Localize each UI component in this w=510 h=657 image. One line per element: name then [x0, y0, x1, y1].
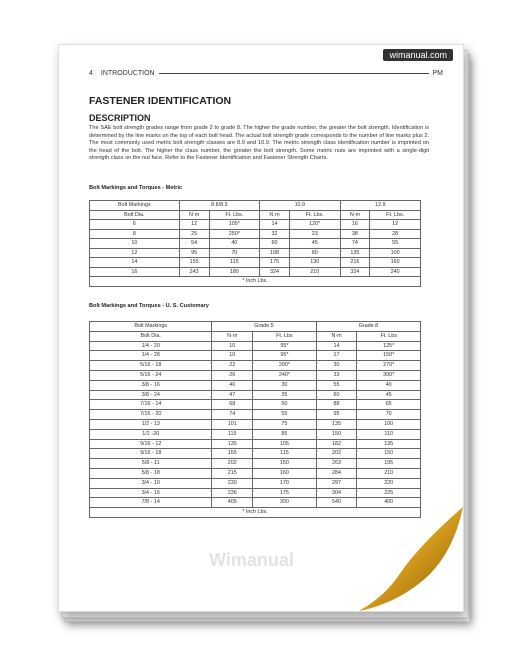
table-cell: 17 [316, 351, 357, 361]
table-cell: 55 [253, 410, 317, 420]
table-cell: 270* [357, 361, 421, 371]
table-cell: 180 [209, 267, 260, 277]
table-cell: 7/8 - 14 [90, 498, 212, 508]
table-cell: 32 [260, 229, 290, 239]
column-header: Bolt Dia. [90, 210, 180, 220]
table-cell: 115 [209, 258, 260, 268]
watermark-logo: Wimanual [209, 550, 294, 570]
table-cell: 120* [289, 220, 340, 230]
table-note: * Inch Lbs. [90, 277, 421, 287]
table-cell: 300 [253, 498, 317, 508]
table-cell: 110 [357, 429, 421, 439]
table-cell: 45 [357, 390, 421, 400]
table-cell: 70 [209, 248, 260, 258]
section-subtitle: DESCRIPTION [89, 113, 151, 123]
table-cell: 200* [253, 361, 317, 371]
table-cell: 47 [212, 390, 253, 400]
column-header: N·m [340, 210, 370, 220]
metric-caption: Bolt Markings and Torques - Metric [89, 185, 183, 191]
table-cell: 5/8 - 18 [90, 468, 212, 478]
column-header: Ft. Lbs. [289, 210, 340, 220]
table-cell: 3/4 - 10 [90, 478, 212, 488]
table-cell: 236 [212, 488, 253, 498]
table-cell: 65 [357, 400, 421, 410]
table-cell: 216 [340, 258, 370, 268]
table-cell: 155 [179, 258, 209, 268]
table-cell: 12 [370, 220, 421, 230]
column-header: Ft. Lbs. [370, 210, 421, 220]
table-cell: 3/8 - 16 [90, 380, 212, 390]
table-cell: 202 [212, 459, 253, 469]
table-cell: 297 [316, 478, 357, 488]
column-header: Bolt Dia. [90, 331, 212, 341]
table-cell: 155 [212, 449, 253, 459]
table-cell: 14 [260, 220, 290, 230]
table-cell: 10 [212, 341, 253, 351]
section-name: INTRODUCTION [100, 69, 155, 77]
table-cell: 60 [260, 239, 290, 249]
table-cell: 130 [289, 258, 340, 268]
table-cell: 170 [253, 478, 317, 488]
table-cell: 38 [340, 229, 370, 239]
table-cell: 263 [316, 459, 357, 469]
table-cell: 160 [253, 468, 317, 478]
column-header: Ft. Lbs [357, 331, 421, 341]
table-cell: 135 [212, 439, 253, 449]
table-cell: 55 [370, 239, 421, 249]
table-cell: 150 [253, 459, 317, 469]
table-cell: 55 [316, 380, 357, 390]
group-header: Grade 8 [316, 322, 420, 332]
table-cell: 3/8 - 24 [90, 390, 212, 400]
table-cell: 95* [253, 351, 317, 361]
table-cell: 9/16 - 18 [90, 449, 212, 459]
table-cell: 405 [212, 498, 253, 508]
table-cell: 95 [179, 248, 209, 258]
table-cell: 68 [212, 400, 253, 410]
table-cell: 10 [212, 351, 253, 361]
table-cell: 1/4 - 20 [90, 341, 212, 351]
table-cell: 74 [212, 410, 253, 420]
column-header: Ft. Lbs. [209, 210, 260, 220]
page-number: 4 [89, 69, 93, 77]
table-cell: 300* [357, 370, 421, 380]
column-header: Bolt Markings [90, 201, 180, 211]
table-cell: 30 [316, 361, 357, 371]
table-cell: 35 [253, 390, 317, 400]
table-cell: 230 [212, 478, 253, 488]
table-cell: 284 [316, 468, 357, 478]
group-header: 8.8/8.9 [179, 201, 259, 211]
table-cell: 160 [370, 258, 421, 268]
table-cell: 30 [253, 380, 317, 390]
column-header: N·m [316, 331, 357, 341]
table-cell: 85 [253, 429, 317, 439]
table-cell: 215 [212, 468, 253, 478]
table-cell: 23 [289, 229, 340, 239]
table-cell: 33 [316, 370, 357, 380]
group-header: Grade 5 [212, 322, 316, 332]
description-paragraph: The SAE bolt strength grades range from grade 2 to grade 8. The higher the grade number, the greater the bolt strength. Identification is determined by the line marks on the top of each bolt head. The actual bolt strength grade corresponds to the number of line marks plus 2. The most commonly used metric bolt strength classes are 8.9 and 10.9. The metric strength class identification number is imprinted on the head of the bolt. The higher the class number, the greater the bolt strength. Some metric nuts are imprinted with a single-digit strength class on the nut face. Refer to the Fastener Identification and Fastener Strength Charts. [89, 125, 429, 162]
table-cell: 9/16 - 12 [90, 439, 212, 449]
table-cell: 250* [209, 229, 260, 239]
table-cell: 16 [90, 267, 180, 277]
table-cell: 540 [316, 498, 357, 508]
table-cell: 5/16 - 18 [90, 361, 212, 371]
table-cell: 182 [316, 439, 357, 449]
column-header: Ft. Lbs [253, 331, 317, 341]
header-right: PM [432, 69, 443, 77]
table-cell: 202 [316, 449, 357, 459]
table-cell: 7/16 - 14 [90, 400, 212, 410]
table-cell: 1/2 - 13 [90, 419, 212, 429]
table-cell: 220 [357, 478, 421, 488]
table-cell: 50 [253, 400, 317, 410]
table-cell: 100 [357, 419, 421, 429]
table-cell: 70 [357, 410, 421, 420]
site-badge[interactable]: wimanual.com [383, 49, 453, 61]
table-cell: 240 [370, 267, 421, 277]
column-header: N·m [179, 210, 209, 220]
table-cell: 210 [357, 468, 421, 478]
table-cell: 22 [212, 361, 253, 371]
table-cell: 5/8 - 11 [90, 459, 212, 469]
table-cell: 150 [316, 429, 357, 439]
table-cell: 210 [289, 267, 340, 277]
table-cell: 105 [253, 439, 317, 449]
page-curl-icon [59, 45, 463, 611]
table-cell: 14 [90, 258, 180, 268]
table-cell: 6 [90, 220, 180, 230]
group-header: 12.9 [340, 201, 420, 211]
column-header: N·m [212, 331, 253, 341]
table-cell: 115 [212, 429, 253, 439]
table-cell: 100 [370, 248, 421, 258]
page-title: FASTENER IDENTIFICATION [89, 95, 232, 107]
table-cell: 12 [179, 220, 209, 230]
table-cell: 175 [260, 258, 290, 268]
table-cell: 40 [357, 380, 421, 390]
table-cell: 195 [357, 459, 421, 469]
group-header: 10.9 [260, 201, 340, 211]
table-cell: 400 [357, 498, 421, 508]
document-page [58, 44, 464, 612]
table-cell: 12 [90, 248, 180, 258]
table-cell: 40 [209, 239, 260, 249]
table-cell: 243 [179, 267, 209, 277]
table-cell: 75 [253, 419, 317, 429]
table-cell: 60 [316, 390, 357, 400]
table-cell: 80 [289, 248, 340, 258]
table-cell: 135 [357, 439, 421, 449]
table-cell: 16 [340, 220, 370, 230]
table-cell: 88 [316, 400, 357, 410]
table-cell: 150 [357, 449, 421, 459]
table-cell: 175 [253, 488, 317, 498]
column-header: Bolt Markings [90, 322, 212, 332]
us-caption: Bolt Markings and Torques - U. S. Customary [89, 303, 209, 309]
table-cell: 8 [90, 229, 180, 239]
table-cell: 240* [253, 370, 317, 380]
table-cell: 28 [370, 229, 421, 239]
table-cell: 26 [212, 370, 253, 380]
table-cell: 115 [253, 449, 317, 459]
table-cell: 5/16 - 24 [90, 370, 212, 380]
table-cell: 150* [357, 351, 421, 361]
table-cell: 10 [90, 239, 180, 249]
table-cell: 125* [357, 341, 421, 351]
table-cell: 74 [340, 239, 370, 249]
table-cell: 225 [357, 488, 421, 498]
table-cell: 95* [253, 341, 317, 351]
table-cell: 25 [179, 229, 209, 239]
table-cell: 324 [260, 267, 290, 277]
table-cell: 14 [316, 341, 357, 351]
table-cell: 304 [316, 488, 357, 498]
table-cell: 54 [179, 239, 209, 249]
table-cell: 45 [289, 239, 340, 249]
column-header: N·m [260, 210, 290, 220]
table-cell: 108 [260, 248, 290, 258]
table-cell: 135 [340, 248, 370, 258]
table-cell: 1/2 -20 [90, 429, 212, 439]
table-cell: 40 [212, 380, 253, 390]
table-cell: 95 [316, 410, 357, 420]
table-cell: 135 [316, 419, 357, 429]
table-cell: 324 [340, 267, 370, 277]
table-cell: 101 [212, 419, 253, 429]
table-cell: 105* [209, 220, 260, 230]
table-cell: 1/4 - 28 [90, 351, 212, 361]
table-cell: 7/16 - 20 [90, 410, 212, 420]
table-note: * Inch Lbs. [90, 508, 421, 518]
table-cell: 3/4 - 16 [90, 488, 212, 498]
